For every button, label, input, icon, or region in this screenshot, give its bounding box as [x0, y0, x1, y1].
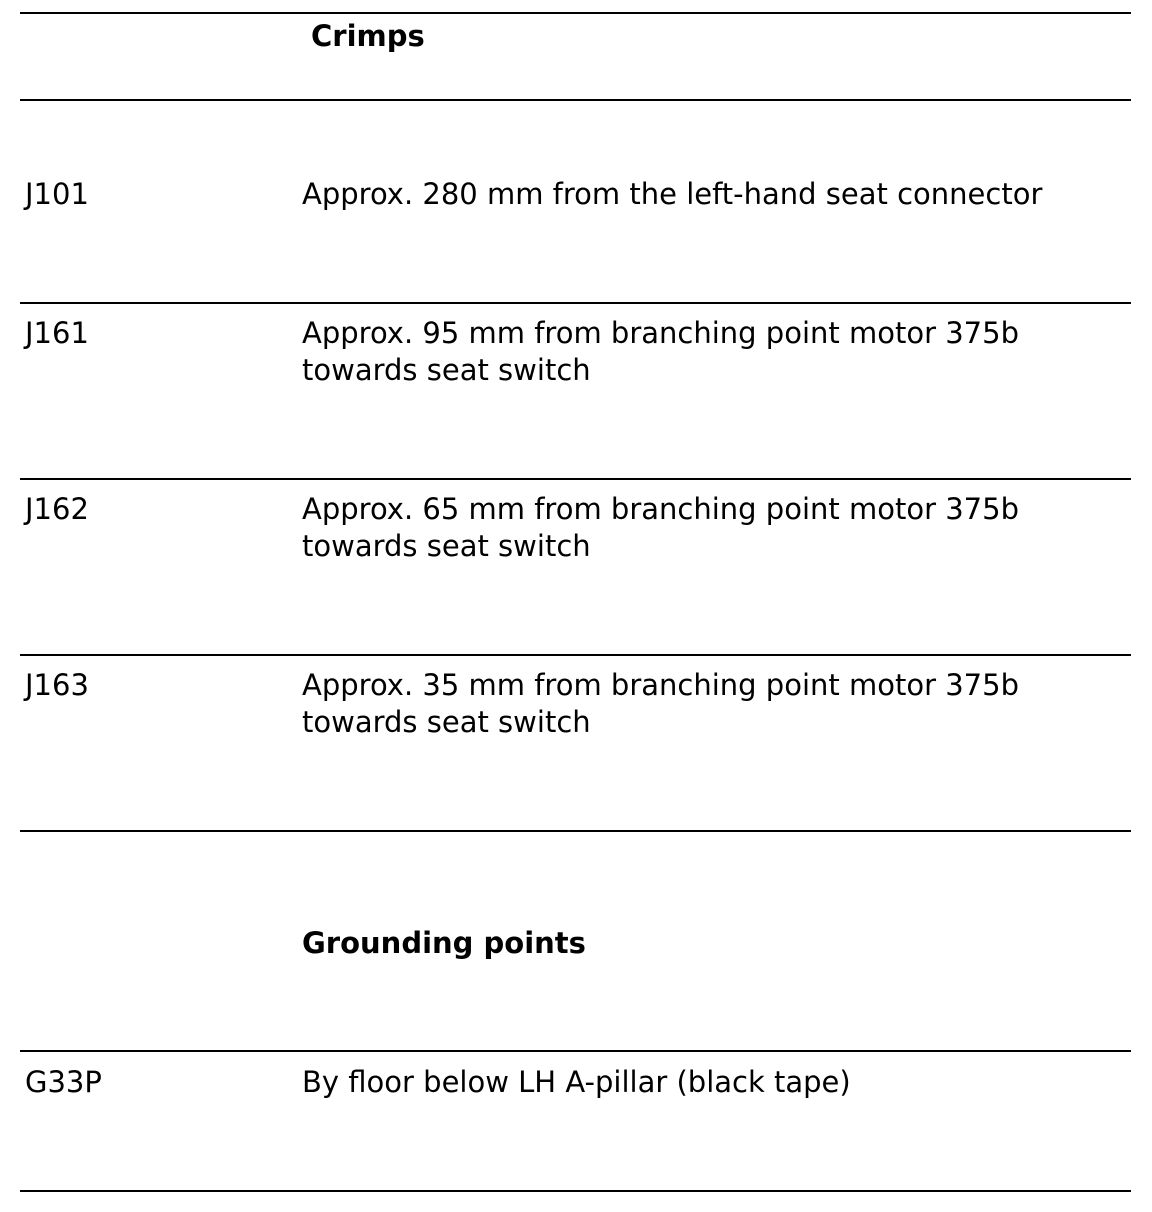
row-description-line-1: Approx. 35 mm from branching point motor 375b	[302, 668, 1019, 702]
row-description-line-2: towards seat switch	[302, 705, 591, 739]
section-heading-grounding-points: Grounding points	[302, 926, 586, 960]
row-description-line-2: towards seat switch	[302, 353, 591, 387]
row-description-line-2: towards seat switch	[302, 529, 591, 563]
row-description-line-1: Approx. 95 mm from branching point motor 375b	[302, 316, 1019, 350]
row-code: G33P	[25, 1065, 102, 1099]
row-code: J162	[25, 492, 89, 526]
row-description: By floor below LH A-pillar (black tape)	[302, 1065, 851, 1099]
table-rule	[20, 654, 1131, 656]
row-code: J101	[25, 177, 89, 211]
table-rule	[20, 478, 1131, 480]
row-description-line-1: Approx. 65 mm from branching point motor 375b	[302, 492, 1019, 526]
table-rule	[20, 302, 1131, 304]
row-code: J161	[25, 316, 89, 350]
table-rule-top	[20, 12, 1131, 14]
section-heading-crimps: Crimps	[311, 19, 425, 53]
table-rule	[20, 1050, 1131, 1052]
row-code: J163	[25, 668, 89, 702]
table-rule	[20, 830, 1131, 832]
row-description: Approx. 280 mm from the left-hand seat connector	[302, 177, 1043, 211]
table-rule-bottom	[20, 1190, 1131, 1192]
table-rule	[20, 99, 1131, 101]
